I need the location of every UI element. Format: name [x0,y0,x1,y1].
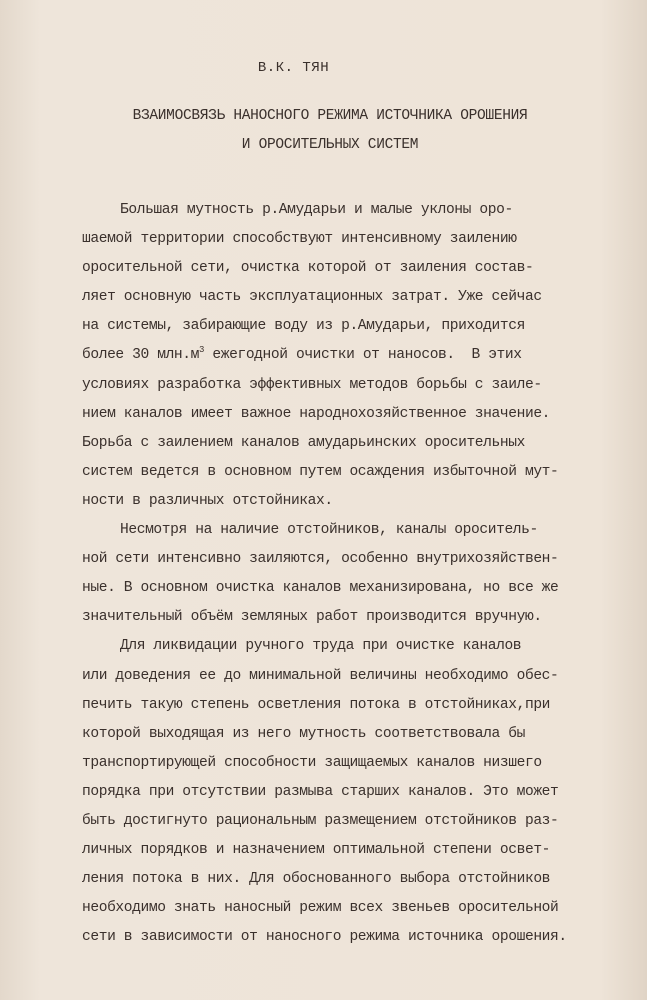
text-line: на системы, забирающие воду из р.Амударьи, приходится [82,318,525,335]
text-line: ные. В основном очистка каналов механизирована, но все же [82,580,559,597]
text-line: Борьба с заилением каналов амударьинских оросительных [82,434,525,451]
text-line: необходимо знать наносный режим всех звеньев оросительной [82,900,559,917]
text-line: Для ликвидации ручного труда при очистке каналов [120,638,522,655]
text-line: печить такую степень осветления потока в отстойниках,при [82,696,551,713]
text-line: ной сети интенсивно заиляются, особенно внутрихозяйствен- [82,551,559,568]
title-line-2: И ОРОСИТЕЛЬНЫХ СИСТЕМ [241,137,419,153]
text-line: значительный объём земляных работ производится вручную. [82,609,542,626]
text-line: ности в различных отстойниках. [82,492,333,509]
text-segment: ежегодной очистки от наносов. В этих [204,347,522,364]
text-line: шаемой территории способствуют интенсивному заилению [82,231,517,248]
superscript: 3 [199,345,205,356]
text-line: Большая мутность р.Амударьи и малые уклоны оро- [120,202,513,218]
author-name: В.К. ТЯН [257,60,330,76]
text-line: сети в зависимости от наносного режима источника орошения. [82,929,567,946]
text-line: систем ведется в основном путем осаждения избыточной мут- [82,463,559,480]
text-line: Несмотря на наличие отстойников, каналы ороситель- [120,522,538,539]
text-line: быть достигнуто рациональным размещением отстойников раз- [82,812,559,829]
text-line: нием каналов имеет важное народнохозяйственное значение. [82,405,551,422]
article-title [90,102,570,160]
text-line: ления потока в них. Для обоснованного выбора отстойников [82,871,551,888]
text-line-with-superscript [82,341,562,370]
text-line: транспортирующей способности защищаемых каналов низшего [82,754,542,771]
title-line-1: ВЗАИМОСВЯЗЬ НАНОСНОГО РЕЖИМА ИСТОЧНИКА ОРОШЕНИЯ [132,108,528,124]
text-line: личных порядков и назначением оптимальной степени освет- [82,842,551,859]
text-line: условиях разработка эффективных методов борьбы с заиле- [82,376,542,393]
text-line: которой выходящая из него мутность соответствовала бы [82,725,525,742]
text-line: оросительной сети, очистка которой от заиления состав- [82,260,534,277]
text-line: ляет основную часть эксплуатационных затрат. Уже сейчас [82,289,542,306]
article-body [82,196,567,952]
text-line: или доведения ее до минимальной величины необходимо обес- [82,667,559,684]
text-segment: более 30 млн.м [82,347,200,364]
text-line: порядка при отсутствии размыва старших каналов. Это может [82,783,559,800]
